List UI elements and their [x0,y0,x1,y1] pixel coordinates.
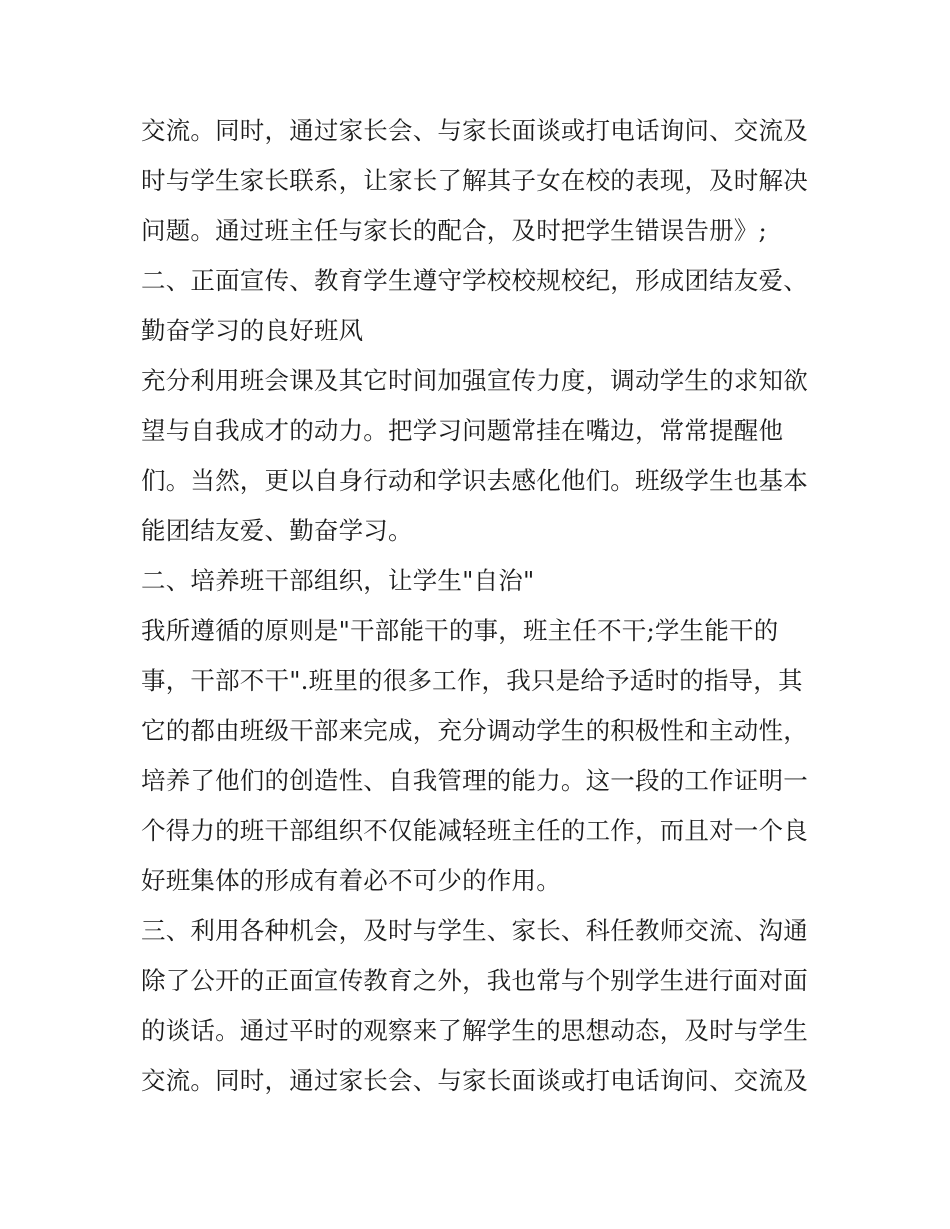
text-line: 能团结友爱、勤奋学习。 [141,516,413,545]
section-heading: 三、利用各种机会，及时与学生、家长、科任教师交流、沟通 [141,916,808,945]
text-line: 培养了他们的创造性、自我管理的能力。这一段的工作证明一 [141,766,808,795]
text-line: 除了公开的正面宣传教育之外，我也常与个别学生进行面对面 [141,966,808,995]
section-heading: 勤奋学习的良好班风 [141,316,364,345]
text-line: 问题。通过班主任与家长的配合，及时把学生错误告册》; [141,216,767,245]
section-heading: 二、培养班干部组织，让学生"自治" [141,566,535,595]
section-heading: 二、正面宣传、教育学生遵守学校校规校纪，形成团结友爱、 [141,266,808,295]
text-line: 望与自我成才的动力。把学习问题常挂在嘴边，常常提醒他 [141,416,784,445]
text-line: 的谈话。通过平时的观察来了解学生的思想动态，及时与学生 [141,1016,808,1045]
text-line: 我所遵循的原则是"干部能干的事，班主任不干;学生能干的 [141,616,779,645]
text-line: 时与学生家长联系，让家长了解其子女在校的表现，及时解决 [141,166,808,195]
text-line: 它的都由班级干部来完成，充分调动学生的积极性和主动性， [141,716,808,745]
text-line: 交流。同时，通过家长会、与家长面谈或打电话询问、交流及 [141,116,808,145]
text-line: 充分利用班会课及其它时间加强宣传力度，调动学生的求知欲 [141,366,808,395]
text-line: 好班集体的形成有着必不可少的作用。 [141,866,561,895]
text-line: 交流。同时，通过家长会、与家长面谈或打电话询问、交流及 [141,1066,808,1095]
text-line: 事，干部不干".班里的很多工作，我只是给予适时的指导，其 [141,666,803,695]
text-line: 个得力的班干部组织不仅能减轻班主任的工作，而且对一个良 [141,816,808,845]
text-line: 们。当然，更以自身行动和学识去感化他们。班级学生也基本 [141,466,808,495]
